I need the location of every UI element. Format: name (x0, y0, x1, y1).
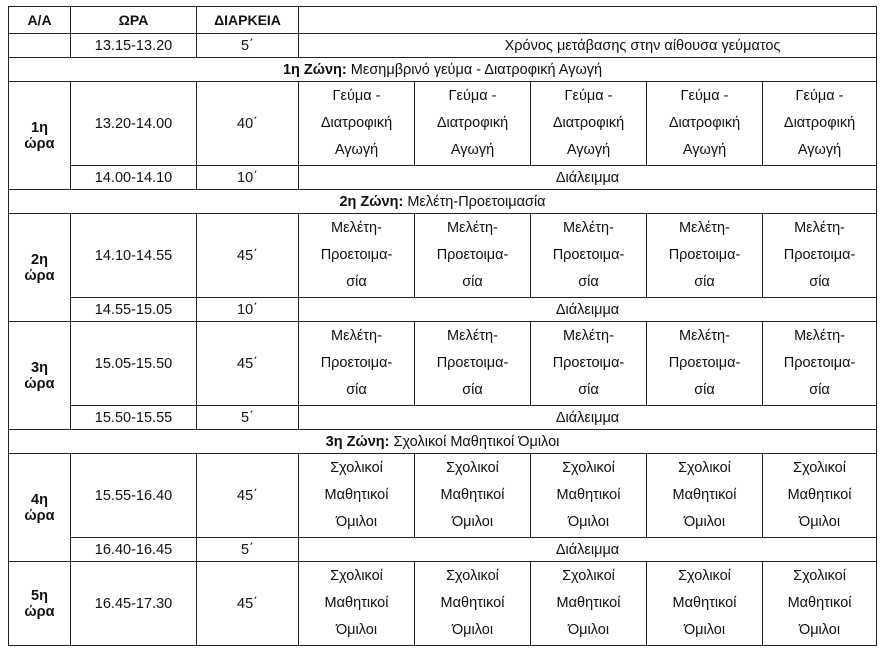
time-cell: 16.45-17.30 (71, 562, 197, 646)
duration-cell: 45΄ (197, 214, 299, 298)
activity-cell: Μελέτη- Προετοιμα- σία (531, 214, 647, 298)
transition-row (9, 34, 877, 58)
header-aa: Α/Α (9, 7, 71, 34)
duration-cell: 45΄ (197, 322, 299, 406)
break-row (9, 538, 877, 562)
duration-cell: 10΄ (197, 298, 299, 322)
duration-cell: 5΄ (197, 34, 299, 58)
activity-cell: Σχολικοί Μαθητικοί Όμιλοι (299, 562, 415, 646)
duration-cell: 5΄ (197, 538, 299, 562)
break-cell: Διάλειμμα (299, 538, 877, 562)
activity-cell: Μελέτη- Προετοιμα- σία (531, 322, 647, 406)
duration-cell: 40΄ (197, 82, 299, 166)
duration-cell: 45΄ (197, 562, 299, 646)
activity-cell: Σχολικοί Μαθητικοί Όμιλοι (299, 454, 415, 538)
hour-row (9, 214, 877, 298)
activity-cell: Μελέτη- Προετοιμα- σία (415, 214, 531, 298)
time-cell: 14.00-14.10 (71, 166, 197, 190)
zone-title: 2η Ζώνη: Μελέτη-Προετοιμασία (9, 190, 877, 214)
hour-row (9, 454, 877, 538)
break-cell: Διάλειμμα (299, 298, 877, 322)
duration-cell: 45΄ (197, 454, 299, 538)
break-row (9, 166, 877, 190)
time-cell: 13.15-13.20 (71, 34, 197, 58)
activity-cell: Σχολικοί Μαθητικοί Όμιλοι (415, 454, 531, 538)
hour-row (9, 82, 877, 166)
time-cell: 15.50-15.55 (71, 406, 197, 430)
time-cell: 16.40-16.45 (71, 538, 197, 562)
duration-cell: 5΄ (197, 406, 299, 430)
break-cell: Διάλειμμα (299, 406, 877, 430)
break-row (9, 406, 877, 430)
hour-label: 4η ώρα (9, 454, 71, 562)
activity-cell: Σχολικοί Μαθητικοί Όμιλοι (531, 454, 647, 538)
zone-title: 3η Ζώνη: Σχολικοί Μαθητικοί Όμιλοι (9, 430, 877, 454)
activity-cell: Γεύμα - Διατροφική Αγωγή (299, 82, 415, 166)
hour-label: 2η ώρα (9, 214, 71, 322)
header-blank (299, 7, 877, 34)
activity-cell: Γεύμα - Διατροφική Αγωγή (415, 82, 531, 166)
hour-label: 1η ώρα (9, 82, 71, 190)
activity-cell: Μελέτη- Προετοιμα- σία (299, 214, 415, 298)
hour-row (9, 322, 877, 406)
break-cell: Διάλειμμα (299, 166, 877, 190)
hour-row (9, 562, 877, 646)
activity-cell: Μελέτη- Προετοιμα- σία (763, 214, 877, 298)
activity-cell: Γεύμα - Διατροφική Αγωγή (647, 82, 763, 166)
activity-cell: Σχολικοί Μαθητικοί Όμιλοι (647, 454, 763, 538)
zone-row (9, 430, 877, 454)
activity-cell: Μελέτη- Προετοιμα- σία (647, 214, 763, 298)
activity-cell: Μελέτη- Προετοιμα- σία (299, 322, 415, 406)
zone-title: 1η Ζώνη: Μεσημβρινό γεύμα - Διατροφική Αγωγή (9, 58, 877, 82)
zone-row (9, 58, 877, 82)
time-cell: 15.05-15.50 (71, 322, 197, 406)
activity-cell: Γεύμα - Διατροφική Αγωγή (531, 82, 647, 166)
hour-label: 5η ώρα (9, 562, 71, 646)
zone-row (9, 190, 877, 214)
schedule-table (8, 6, 877, 646)
time-cell: 13.20-14.00 (71, 82, 197, 166)
time-cell: 14.55-15.05 (71, 298, 197, 322)
header-duration: ΔΙΑΡΚΕΙΑ (197, 7, 299, 34)
activity-cell: Σχολικοί Μαθητικοί Όμιλοι (763, 454, 877, 538)
activity-cell: Μελέτη- Προετοιμα- σία (763, 322, 877, 406)
time-cell: 15.55-16.40 (71, 454, 197, 538)
header-row (9, 7, 877, 34)
activity-cell: Μελέτη- Προετοιμα- σία (647, 322, 763, 406)
activity-cell: Μελέτη- Προετοιμα- σία (415, 322, 531, 406)
activity-cell: Σχολικοί Μαθητικοί Όμιλοι (531, 562, 647, 646)
activity-cell: Σχολικοί Μαθητικοί Όμιλοι (415, 562, 531, 646)
header-time: ΩΡΑ (71, 7, 197, 34)
transition-note: Χρόνος μετάβασης στην αίθουσα γεύματος (299, 34, 877, 58)
duration-cell: 10΄ (197, 166, 299, 190)
break-row (9, 298, 877, 322)
activity-cell: Γεύμα - Διατροφική Αγωγή (763, 82, 877, 166)
activity-cell: Σχολικοί Μαθητικοί Όμιλοι (647, 562, 763, 646)
activity-cell: Σχολικοί Μαθητικοί Όμιλοι (763, 562, 877, 646)
time-cell: 14.10-14.55 (71, 214, 197, 298)
hour-label: 3η ώρα (9, 322, 71, 430)
